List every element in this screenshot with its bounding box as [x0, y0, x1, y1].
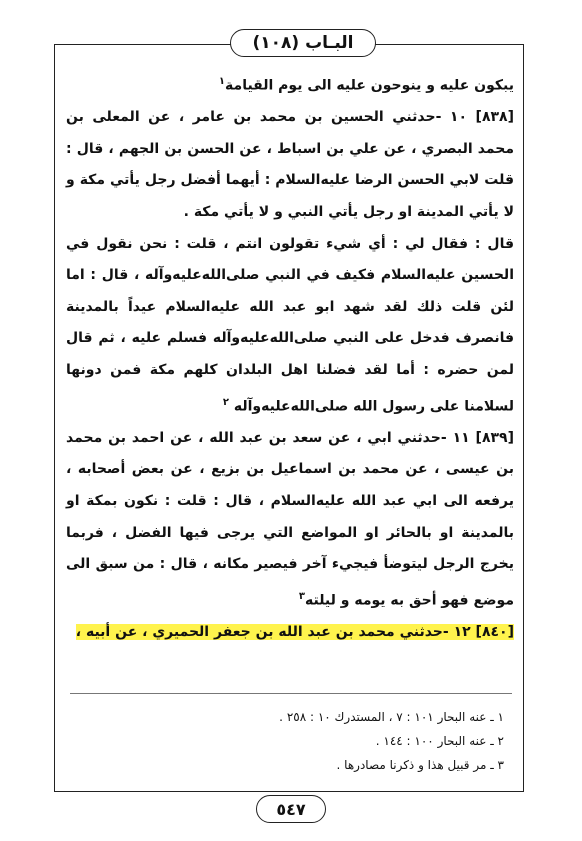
main-text — [66, 66, 514, 649]
footnote-ref-2: ٢ — [222, 396, 229, 408]
hadith-839: [٨٣٩] ١١ -حدثني ابي ، عن سعد بن عبد الله ، عن احمد بن محمد بن عيسى ، عن محمد بن اسماعيل بن بزيع ، عن بعض أصحابه ، يرفعه الى ابي عبد الله عليه‌السلام ، قال : قلت : نكون بمكة او بالمدينة او بالحائر او المواضع التي يرجى فيها الفضل ، فربما يخرج الرجل ليتوضأ فيجيء آخر فيصير مكانه ، قال : من سبق الى موضع فهو أحق به يومه و ليلته$^٣$ — [66, 429, 514, 609]
footnote-1: ١ ـ عنه البحار ١٠١ : ٧ ، المستدرك ١٠ : ٢٥٨ . — [279, 710, 504, 724]
page-number: ٥٤٧ — [276, 799, 306, 819]
footnote-ref-3: ٣ — [298, 590, 305, 602]
footnote-3: ٣ ـ مر قبيل هذا و ذكرنا مصادرها . — [336, 758, 504, 772]
highlighted-text: [٨٤٠] ١٢ -حدثني محمد بن عبد الله بن جعفر الحميري ، عن أبيه ، — [75, 624, 514, 641]
hadith-838-continuation: قال : فقال لي : أي شيء تقولون انتم ، قلت : نحن نقول في الحسين عليه‌السلام فكيف في النبي صلى‌الله‌عليه‌وآله ، قال : اما لئن قلت ذلك لقد شهد ابو عبد الله عليه‌السلام عيداً بالمدينة فانصرف فدخل على النبي صلى‌الله‌عليه‌وآله فسلم عليه ، ثم قال لمن حضره : أما لقد فضلنا اهل البلدان كلهم مكة فمن دونها لسلامنا على رسول الله صلى‌الله‌عليه‌وآله $^٢$ — [66, 235, 514, 415]
chapter-header — [230, 29, 376, 57]
footnotes — [70, 705, 510, 777]
footnote-ref-1: ١ — [218, 76, 226, 87]
footnote-2: ٢ ـ عنه البحار ١٠٠ : ١٤٤ . — [375, 734, 504, 748]
hadith-838: [٨٣٨] ١٠ -حدثني الحسين بن محمد بن عامر ، عن المعلى بن محمد البصري ، عن علي بن اسباط ، عن الحسن بن الجهم ، قال : قلت لابي الحسن الرضا عليه‌السلام : أيهما أفضل رجل يأتي مكة و لا يأتي المدينة او رجل يأتي النبي و لا يأتي مكة . — [66, 109, 514, 221]
chapter-title: البـاب (١٠٨) — [252, 33, 354, 53]
hadith-840 — [66, 617, 514, 649]
paragraph-continuation: يبكون عليه و ينوحون عليه الى يوم القيامة$^١$ — [218, 76, 514, 94]
page-number-badge — [256, 795, 326, 823]
footnote-divider — [70, 693, 512, 694]
